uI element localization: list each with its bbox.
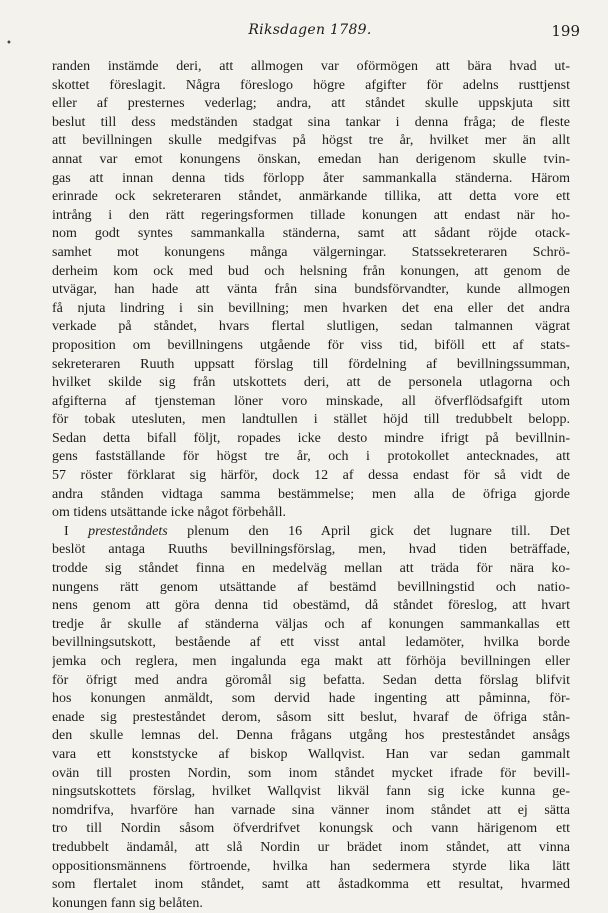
italic-term: presteståndets <box>88 523 168 539</box>
text-line: hos konungen anmäldt, som dervid hade ingenting att påminna, för- <box>52 691 570 707</box>
text-line: tredubbelt ändamål, att slå Nordin ur brädet inom ståndet, att vinna <box>52 839 570 855</box>
text-line: trodde sig ståndet finna en medelväg mellan att träda för nära ko- <box>52 561 570 577</box>
text-line: nungens rätt genom utsättande af bestämd bevillningstid och natio- <box>52 579 570 595</box>
text-line-suffix: plenum den 16 April gick det lugnare till. Det <box>167 523 570 539</box>
text-line: andra stånden vidtaga samma bestämmelse; men alla de öfriga gjorde <box>52 486 570 502</box>
text-line: nomdrifva, hvarföre han varnade sina vänner inom ståndet att ej sätta <box>52 802 570 818</box>
text-line: att bevillningen skulle medgifvas på högst tre år, hvilket mer än allt <box>52 133 570 149</box>
text-line: proposition om bevillningens utgående för viss tid, biföll ett af stats- <box>52 337 570 353</box>
text-line: få njuta lindring i sin bevillning; men hvarken det ena eller det andra <box>52 300 570 316</box>
running-title: Riksdagen 1789. <box>248 22 372 38</box>
text-line <box>52 523 570 542</box>
text-line: tredje år skulle af ständerna väljas och af konungen sammankallas ett <box>52 616 570 632</box>
text-line: derheim kom ock med bud och helsning från konungen, att genom de <box>52 263 570 279</box>
text-line: verkade på ståndet, hvars flertal slutligen, sedan talmannen vägrat <box>52 319 570 335</box>
text-line: enade sig presteståndet derom, såsom sitt beslut, hvaraf de öfriga stån- <box>52 709 570 725</box>
text-line: hvilket skilde sig från utskottets deri, att de personela utlagorna och <box>52 375 570 391</box>
text-line: för tobak utesluten, men landtullen i stället höjd till tredubbelt belopp. <box>52 412 570 428</box>
text-line: afgifterna af tjensteman löner voro minskade, all öfverflödsafgift utom <box>52 393 570 409</box>
text-line: erinrade ock sekreteraren ståndet, anmärkande tillika, att detta vore ett <box>52 189 570 205</box>
text-line: jemka och reglera, men ingalunda ega makt att förhöja bevillningen eller <box>52 654 570 669</box>
page-number: 199 <box>551 22 580 40</box>
text-line-prefix: I <box>64 523 89 539</box>
text-line: bevillningsutskott, bestående af ett visst antal ledamöter, hvilka borde <box>52 635 570 651</box>
text-line: gas att innan denna tids förlopp åter sammankalla ständerna. Härom <box>52 170 570 186</box>
text-line: om tidens utsättande icke något förbehåll. <box>52 505 287 521</box>
text-line: ovän till prosten Nordin, som inom ståndet mycket ifrade för bevill- <box>52 765 570 781</box>
text-line: tro till Nordin såsom öfverdrifvet konungsk och vann härigenom ett <box>52 821 570 837</box>
page-header <box>50 22 580 46</box>
text-line: gens fastställande för högst tre år, och i protokollet antecknades, att <box>52 449 570 465</box>
text-line: den skulle lemnas del. Denna frågans utgång hos presteståndet ansågs <box>52 728 570 744</box>
text-line: som flertalet inom ståndet, samt att åstadkomma ett resultat, hvarmed <box>52 877 570 893</box>
text-line: nens genom att göra denna tid obestämd, då ståndet föreslog, att hvart <box>52 598 570 614</box>
text-line: annat var emot konungens önskan, emedan han derigenom skulle tvin- <box>52 151 570 167</box>
text-line: beslut till dess medständen stadgat sina tankar i denna fråga; de fleste <box>52 114 570 130</box>
text-line: oppositionsmännens förtroende, hvilka han sedermera styrde lika lätt <box>52 858 570 874</box>
text-line: eller af presternes vederlag; andra, att ståndet skulle uppskjuta sitt <box>52 96 570 112</box>
text-line: samhet mot konungens många välgerningar. Statssekreteraren Schrö- <box>52 244 570 260</box>
text-line: ningsutskottets förslag, hvilket Wallqvist likväl fann sig icke kunna ge- <box>52 784 570 800</box>
text-line: nom godt syntes sammankalla ständerna, samt att sådant röjde otack- <box>52 226 570 242</box>
text-line: Sedan detta bifall följt, ropades icke desto mindre ifrigt på bevillnin- <box>52 430 570 446</box>
text-line: för öfrigt med andra göromål sig befatta. Sedan detta förslag blifvit <box>52 672 570 688</box>
text-line: sekreteraren Ruuth uppsatt förslag till fördelning af bevillningssumman, <box>52 356 570 372</box>
text-line: vara ett konststycke af biskop Wallqvist. Han var sedan gammalt <box>52 746 570 762</box>
text-line: intrång i den rätt regeringsformen tillade konungen att endast när ho- <box>52 207 570 223</box>
text-line: konungen fann sig belåten. <box>52 895 203 911</box>
body-text <box>52 58 570 913</box>
text-line: randen instämde deri, att allmogen var oförmögen att bära hvad ut- <box>52 59 570 74</box>
edge-mark: • <box>6 38 12 49</box>
text-line: 57 röster förklarat sig härför, dock 12 af dessa endast för så vidt de <box>52 468 570 484</box>
text-line: skottet föreslagit. Några föreslogo högre afgifter för adelns rusttjenst <box>52 77 570 93</box>
text-line: utvägar, han hade att vänta från sina bundsförvandter, kunde allmogen <box>52 282 570 298</box>
text-line: beslöt antaga Ruuths bevillningsförslag, men, hvad tiden beträffade, <box>52 542 570 558</box>
